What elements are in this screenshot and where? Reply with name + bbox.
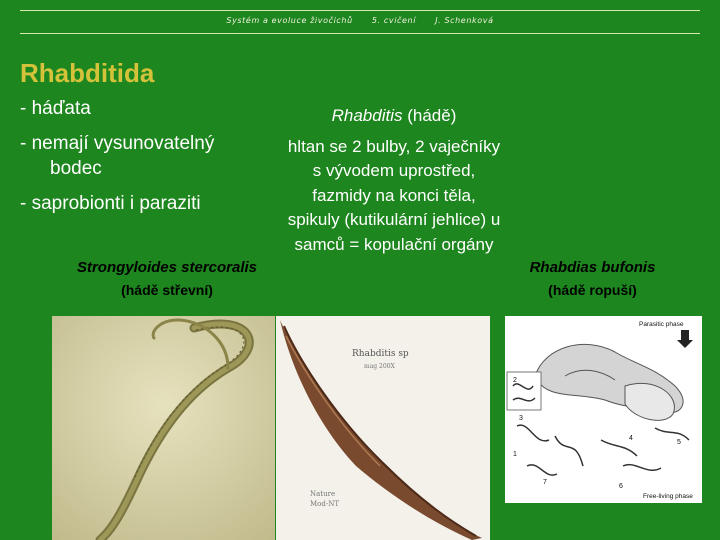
header-course: Systém a evoluce živočichů <box>226 16 353 25</box>
left-czech-name: (hádě střevní) <box>121 282 213 298</box>
stage-number: 5 <box>677 439 681 446</box>
right-species-name: Rhabdias bufonis <box>529 259 656 276</box>
stage-number: 2 <box>513 377 517 384</box>
stage-number: 7 <box>543 479 547 486</box>
rhabditis-photo <box>276 316 490 540</box>
strongyloides-worm-illustration <box>52 316 275 540</box>
rhabditis-description-block <box>285 104 503 257</box>
header-exercise: 5. cvičení <box>371 16 417 25</box>
rhabditis-worm-illustration <box>276 316 490 540</box>
parasitic-phase-label: Parasitic phase <box>639 321 684 328</box>
rhabditis-photo-credit-2: Mod-NT <box>310 500 340 508</box>
bullet-list <box>20 96 290 226</box>
rhabditis-czech: (hádě) <box>407 106 457 125</box>
rhabditis-photo-magnification: mag 200X <box>364 363 395 370</box>
bullet-item <box>20 131 290 181</box>
stage-number: 3 <box>519 415 523 422</box>
bullet-text-continued: bodec <box>50 158 102 179</box>
free-living-phase-label: Free-living phase <box>643 493 693 500</box>
header-rule-bottom <box>20 33 700 34</box>
bullet-text: - nemají vysunovatelný <box>20 133 215 154</box>
bullet-item <box>20 191 290 216</box>
rhabditis-photo-credit: Nature <box>310 490 336 498</box>
slide-header <box>0 16 720 25</box>
stage-number: 4 <box>629 435 633 442</box>
header-author: J. Schenková <box>435 16 494 25</box>
bullet-text: - saprobionti i paraziti <box>20 193 201 214</box>
strongyloides-photo <box>52 316 275 540</box>
lifecycle-illustration <box>505 316 702 503</box>
bullet-text: - háďata <box>20 98 91 119</box>
stage-number: 6 <box>619 483 623 490</box>
rhabditis-genus: Rhabditis <box>331 106 403 125</box>
header-rule-top <box>20 10 700 11</box>
stage-number: 1 <box>513 451 517 458</box>
slide-title: Rhabditida <box>20 58 155 88</box>
right-caption <box>505 256 680 302</box>
left-caption <box>52 256 282 302</box>
rhabditis-photo-label: Rhabditis sp <box>352 349 409 359</box>
rhabdias-lifecycle-diagram <box>505 316 702 503</box>
rhabditis-heading <box>285 104 503 129</box>
bullet-item <box>20 96 290 121</box>
right-czech-name: (hádě ropuší) <box>548 282 637 298</box>
rhabditis-description: hltan se 2 bulby, 2 vaječníky s vývodem uprostřed, fazmidy na konci těla, spikuly (kutikulární jehlice) u samců = kopulační orgány <box>287 136 501 254</box>
left-species-name: Strongyloides stercoralis <box>76 259 258 276</box>
